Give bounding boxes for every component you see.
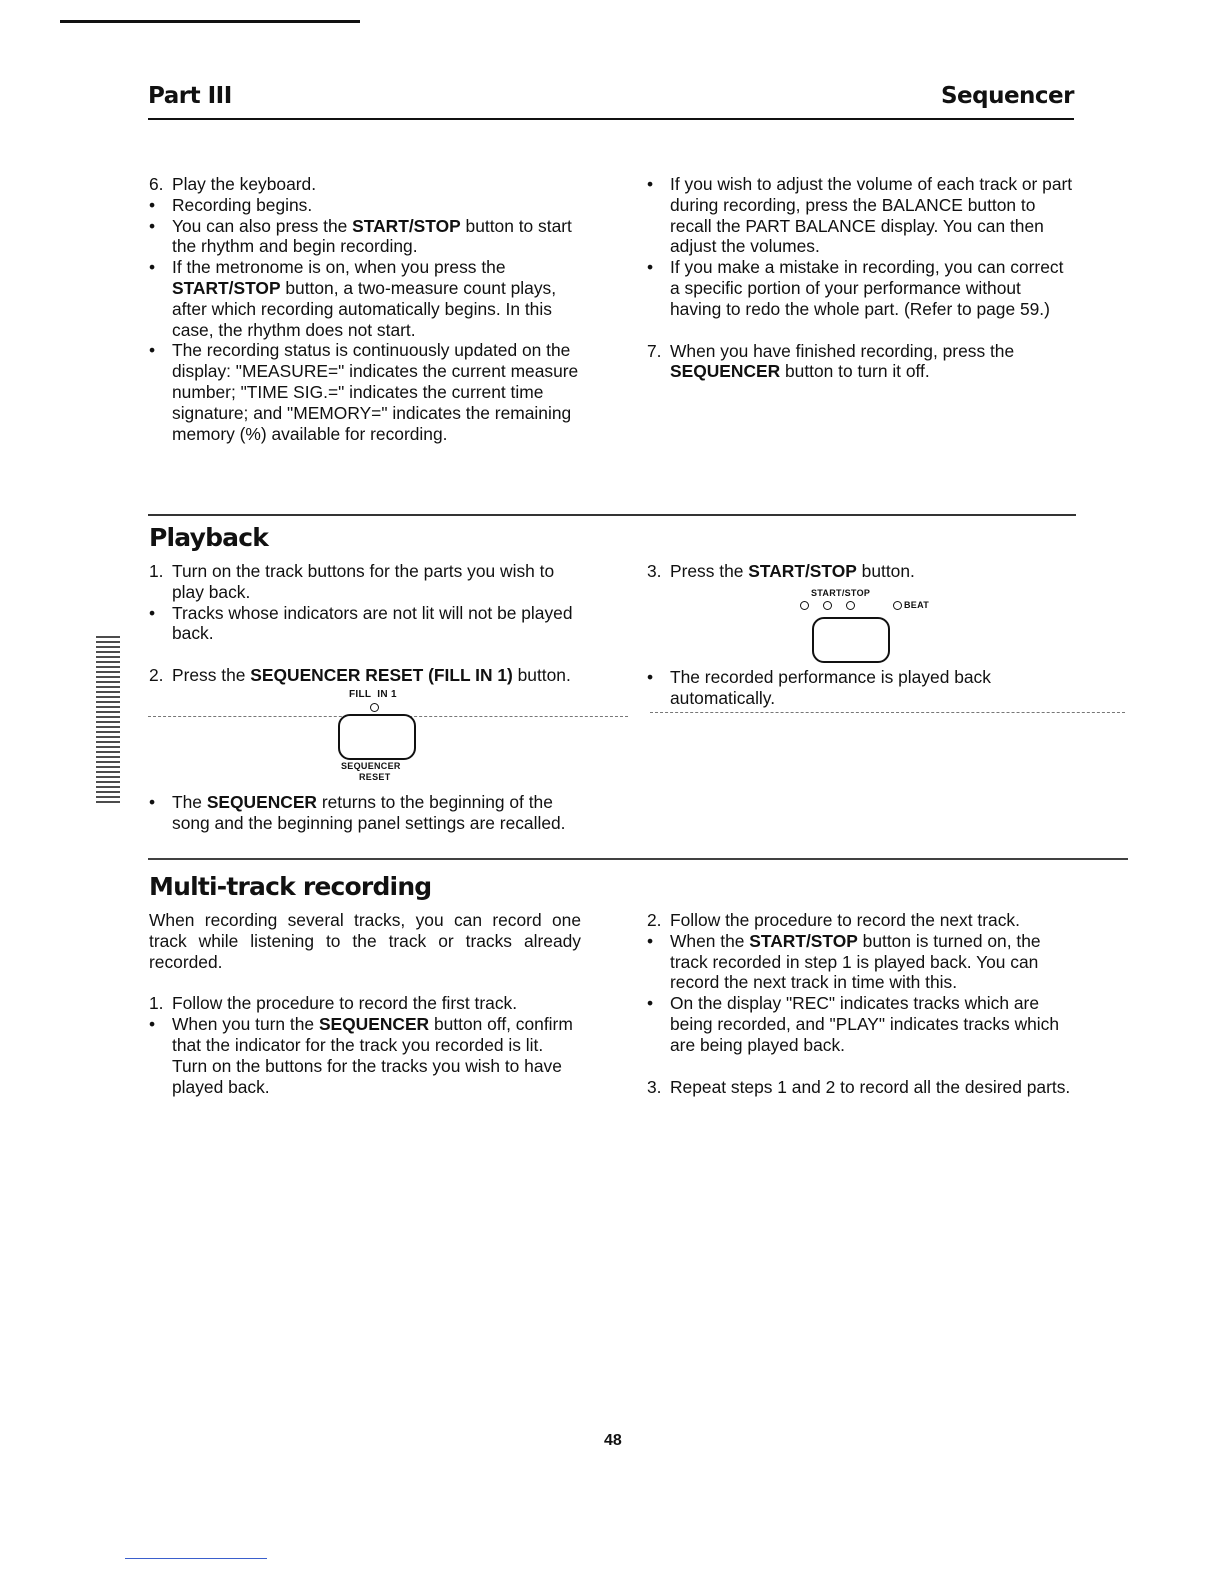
sequencer-reset-button[interactable] [338,714,416,760]
sequencer-label: SEQUENCER [341,761,401,771]
beat-indicator-icon [893,601,902,610]
scan-margin-marks [96,636,120,806]
playback-right-bullet [647,667,1075,709]
start-stop-button[interactable] [812,617,890,663]
top-right-column [647,174,1075,382]
step-2: 2. Follow the procedure to record the next track. [647,910,1020,930]
playback-left-column [149,561,579,686]
beat-indicator-icon [823,601,832,610]
playback-right-column [647,561,1075,582]
beat-label: BEAT [904,600,930,610]
step-3: 3. Press the START/STOP button. [647,561,915,581]
header-rule [148,118,1074,120]
list-item: • When you turn the SEQUENCER button off, confirm that the indicator for the track you recorded is lit. Turn on the buttons for the tracks you wish to have played back. [149,1014,573,1097]
section-divider [148,858,1128,860]
step-3: 3. Repeat steps 1 and 2 to record all the desired parts. [647,1076,1071,1097]
step-6: 6. Play the keyboard. [149,174,317,194]
scan-artifact-line [125,1558,267,1559]
list-item: • The SEQUENCER returns to the beginning of the song and the beginning panel settings are recalled. [149,792,566,833]
intro-paragraph: When recording several tracks, you can record one track while listening to the track or tracks already recorded. [149,910,581,972]
top-left-column [149,174,579,444]
scan-dash-line [650,712,1125,713]
fill-in-indicator-icon [370,703,379,712]
list-item: • If you make a mistake in recording, you can correct a specific portion of your performance without having to redo the whole part. (Refer to page 59.) [647,257,1064,319]
multitrack-heading: Multi-track recording [149,872,432,901]
list-item: • Recording begins. [149,194,313,215]
fill-in-label: FILL IN 1 [349,689,397,700]
playback-left-bullet [149,792,579,834]
scan-artifact-line [60,20,360,23]
beat-indicator-icon [800,601,809,610]
step-2: 2. Press the SEQUENCER RESET (FILL IN 1) button. [149,665,571,686]
step-7: 7. When you have finished recording, press the SEQUENCER button to turn it off. [647,340,1015,382]
multitrack-right-column [647,910,1079,1097]
multitrack-left-column [149,910,581,1097]
section-label: Sequencer [940,83,1074,109]
list-item: • If the metronome is on, when you press the START/STOP button, a two-measure count plays, after which recording automatically begins. In this case, the rhythm does not start. [149,257,557,340]
list-item: • The recorded performance is played back automatically. [647,667,991,708]
step-1: 1. Follow the procedure to record the first track. [149,993,518,1014]
list-item: • You can also press the START/STOP button to start the rhythm and begin recording. [149,215,572,257]
list-item: • The recording status is continuously updated on the display: "MEASURE=" indicates the current measure number; "TIME SIG.=" indicates the current time signature; and "MEMORY=" indicates the remaining memory (%) available for recording. [149,340,579,444]
reset-label: RESET [359,772,391,782]
section-divider [148,514,1076,516]
step-1: 1. Turn on the track buttons for the parts you wish to play back. [149,561,555,602]
list-item: • If you wish to adjust the volume of each track or part during recording, press the BALANCE button to recall the PART BALANCE display. You can then adjust the volumes. [647,174,1073,257]
start-stop-label: START/STOP [811,588,871,598]
list-item: • On the display "REC" indicates tracks which are being recorded, and "PLAY" indicates tracks which are being played back. [647,993,1060,1055]
list-item: • When the START/STOP button is turned on, the track recorded in step 1 is played back. You can record the next track in time with this. [647,930,1041,993]
page-number: 48 [604,1432,622,1449]
beat-indicator-icon [846,601,855,610]
part-label: Part III [148,83,232,109]
list-item: • Tracks whose indicators are not lit will not be played back. [149,602,573,644]
playback-heading: Playback [149,523,269,552]
